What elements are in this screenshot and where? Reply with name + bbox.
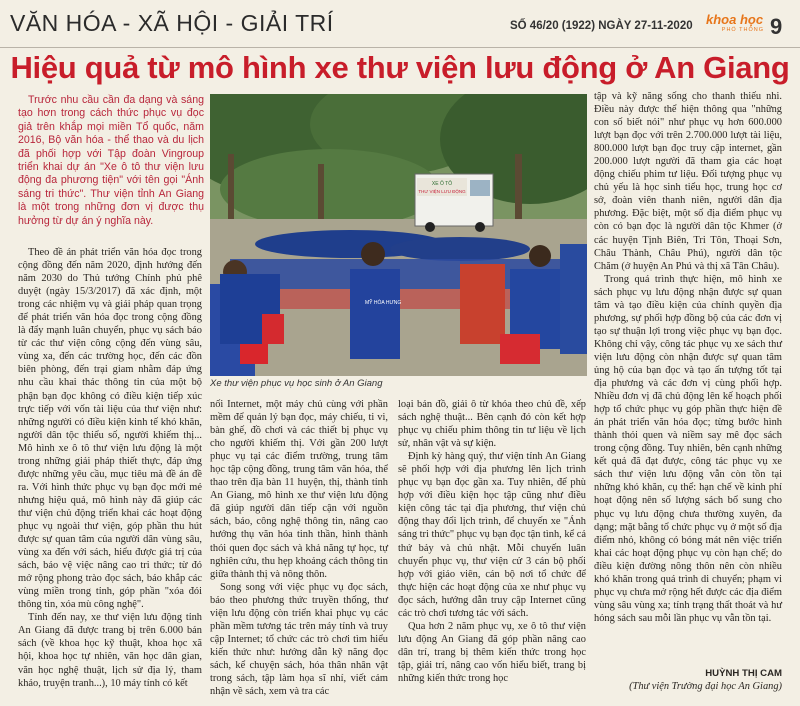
paragraph: Trong quá trình thực hiện, mô hình xe sách phục vụ lưu động nhận được sự quan tâm và tạo điều kiện của chính quyền địa phương, sự phối hợp đồng bộ của các đơn vị tạo sự thuận lợi trong việc phục vụ bạn đọc. Không chỉ vậy, công tác phục vụ xe sách thư viện lưu động còn nhận được sự quan tâm ủng hộ của bạn đọc và tạo ấn tượng tốt tại địa phương và các đơn vị cùng phối hợp. Nhiều đơn vị đã chủ động lên kế hoạch phối hợp tổ chức phục vụ góp phần thực hiện đề án phát triển văn hóa đọc; từng bước hình thành thói quen và niềm say mê đọc sách trong cộng đồng. Tuy nhiên, bên cạnh những kết quả đã đạt được, công tác phục vụ xe sách thư viện lưu động vẫn còn tồn tại những khó khăn, cụ thể: hạn chế về kinh phí hoạt động nên số lượng sách bổ sung cho phục vụ lưu động chưa thường xuyên, đa dạng; mặt bằng tổ chức phục vụ ở một số địa điểm nhỏ, không có bóng mát nên việc triển khai các hoạt động phục vụ còn hạn chế; do điều kiện đường nông thôn nên còn nhiều khó khăn trong quá trình di chuyển; phạm vi phục vụ chưa mở rộng hết được các địa điểm vùng sâu vùng xa; tính trạng thất thoát và hư hỏng sách sau mỗi lần phục vụ vẫn tồn tại. bbox=[594, 273, 782, 624]
column-3 bbox=[398, 398, 586, 685]
library-bus bbox=[415, 174, 493, 232]
paragraph: Định kỳ hàng quý, thư viện tỉnh An Giang sẽ phối hợp với địa phương lên lịch trình phục vụ bạn đọc gần xa. Tuy nhiên, để phù hợp với điều kiện học tập cũng như điều kiện công tác tại địa phương, thư viện chủ động thay đổi lịch trình, để chuyến xe "Ánh sáng tri thức" phục vụ bạn đọc tận tình, kể cả thứ bảy và chủ nhật. Mỗi chuyến luân chuyển phục vụ, thư viện cử 3 cán bộ phối hợp với giáo viên, cán bộ nơi tổ chức để thực hiện các hoạt động của xe như phục vụ đọc sách, hướng dẫn truy cập Internet cũng các trò chơi tương tác với sách. bbox=[398, 451, 586, 619]
photo-caption: Xe thư viện phục vụ học sinh ở An Giang bbox=[210, 378, 383, 389]
paragraph: Tính đến nay, xe thư viện lưu động tỉnh An Giang đã được trang bị trên 6.000 bản sách (về khoa học kỹ thuật, khoa học xã hội, khoa học tự nhiên, văn học dân gian, văn học nghệ thuật, lịch sử địa lý, tham khảo, truyện tranh...), 10 máy tính có kết bbox=[18, 612, 202, 689]
photo-illustration bbox=[210, 94, 587, 376]
article-photo bbox=[210, 94, 587, 376]
page-number: 9 bbox=[770, 14, 783, 39]
bus-sign-line1: XE Ô TÔ bbox=[431, 181, 453, 187]
sapo-text: Trước nhu cầu cần đa dạng và sáng tạo hơn trong cách thức phục vụ đọc giả trên khắp mọi miền Tổ quốc, năm 2016, Bộ văn hóa - thể thao và du lịch đã phối hợp với Tập đoàn Vingroup triển khai dự án "Xe ô tô thư viện lưu động đa phương tiện" với tên gọi "Ánh sáng tri thức". Thư viện tỉnh An Giang là một trong những đơn vị được thụ hưởng từ dự án ý nghĩa này. bbox=[18, 94, 204, 227]
column-2 bbox=[210, 398, 388, 698]
author-name: HUỲNH THỊ CAM bbox=[705, 668, 782, 679]
paragraph: tập và kỹ năng sống cho thanh thiếu nhi. Điều này được thể hiện thông qua "những con số biết nói" như phục vụ hơn 600.000 lượt bạn đọc với trên 2.700.000 lượt tài liệu, 800.000 lượt bạn đọc truy cập internet, gần 200.000 lượt người đã tham gia các hoạt động chiếu phim tư liệu. Đối tượng phục vụ chủ yếu là học sinh tiểu học, trung học cơ sở, đoàn viên thanh niên, người dân địa phương. Đặc biệt, một số địa điểm phục vụ còn có bạn đọc là người dân tộc Khmer (ở các huyện Tịnh Biên, Tri Tôn, Thoại Sơn, Châu Thành, Châu Phú), người dân tộc Chăm (ở huyện An Phú và thị xã Tân Châu). bbox=[594, 91, 782, 272]
article-sapo bbox=[18, 94, 204, 228]
page-header bbox=[0, 0, 800, 48]
author-role: (Thư viện Trường đại học An Giang) bbox=[629, 680, 782, 692]
byline bbox=[594, 668, 782, 693]
section-label: VĂN HÓA - XÃ HỘI - GIẢI TRÍ bbox=[10, 10, 334, 36]
chair-label: MỸ HÒA HƯNG bbox=[365, 300, 402, 306]
column-1 bbox=[18, 246, 202, 690]
paragraph: Theo đề án phát triển văn hóa đọc trong cộng đồng đến năm 2020, định hướng đến năm 2030 do Thủ tướng Chính phủ phê duyệt (ngày 15/3/2017) đã xác định, một trong các nhiệm vụ và giải pháp quan trọng để phát triển văn hóa đọc trong cộng đồng là đẩy mạnh luân chuyển, phục vụ sách báo từ các thư viện công cộng đến vùng sâu, vùng xa, đến các trường học, đến các đồn biên phòng, đến trại giam nhằm đáp ứng nhu cầu khai thác thông tin của một bộ phận bạn đọc không có điều kiện tiếp xúc trực tiếp với vốn tài liệu của thư viện như: những người có điều kiện kinh tế khó khăn, người dân tộc thiểu số, người khiếm thị... Mô hình xe ô tô thư viện lưu động là một trong những giải pháp thiết thực, đáp ứng được những yêu cầu, mục tiêu mà đề án đề ra. Với hình thức phục vụ bạn đọc mới mẻ nhưng hiệu quả, mô hình này đã giúp các thư viện chủ động triển khai các hoạt động phục vụ ngoài thư viện, góp phần thu hút được sự quan tâm của người dân vùng sâu, vùng xa đến với sách, hiểu được giá trị của sách, bảo vệ việc nâng cao tri thức; từ đó mở rộng phong trào đọc sách, báo khắp các vùng miền trong tỉnh, góp phần "xóa đói thông tin, xóa mù công nghệ". bbox=[18, 247, 202, 611]
bus-sign-line2: THƯ VIỆN LƯU ĐỘNG bbox=[418, 189, 466, 194]
article-headline: Hiệu quả từ mô hình xe thư viện lưu động ở An Giang bbox=[10, 50, 790, 85]
logo-text: khoa học bbox=[706, 12, 764, 27]
publication-logo bbox=[706, 13, 764, 43]
paragraph: loại bản đồ, giải ô từ khóa theo chủ đề, xếp sách nghệ thuật... Bên cạnh đó còn kết hợp phục vụ chiếu phim thông tin tư liệu về lịch sử, nhân vật và sự kiện. bbox=[398, 399, 586, 450]
paragraph: Qua hơn 2 năm phục vụ, xe ô tô thư viện lưu động An Giang đã góp phần nâng cao dân trí, trang bị thêm kiến thức trong học tập, giải trí, nâng cao vốn hiểu biết, trang bị những kiến thức trong học bbox=[398, 620, 586, 684]
paragraph: Song song với việc phục vụ đọc sách, báo theo phương thức truyền thống, thư viện lưu động còn triển khai phục vụ các phần mềm tương tác trên máy tính và truy cập Internet; tổ chức các trò chơi tìm hiểu kiến thức như: hướng dẫn kỹ năng đọc sách, kể chuyện sách, hóa thân nhân vật trong sách, tập làm họa sĩ nhí, viết cảm nhận về sách, xem và tra các bbox=[210, 581, 388, 698]
logo-subtext: PHỔ THÔNG bbox=[721, 27, 764, 33]
paragraph: nối Internet, một máy chủ cùng với phần mềm để quản lý bạn đọc, máy chiếu, ti vi, bàn ghế, đồ chơi và các thiết bị phục vụ cho người khiếm thị. Với gần 200 lượt phục vụ tại các điểm trường, trung tâm học tập cộng đồng, trung tâm văn hóa, thể thao trên địa bàn 11 huyện, thị, thành tỉnh An Giang, mô hình xe thư viện lưu động đã giúp người dân tiếp cận với nguồn sách, báo, công nghệ thông tin, nâng cao hướng thụ văn hóa tinh thần, hình thành thói quen đọc sách và khả năng tự học, tự nghiên cứu, thu hẹp khoảng cách thông tin giữa thành thị và nông thôn. bbox=[210, 399, 388, 580]
column-4 bbox=[594, 90, 782, 625]
issue-info: SỐ 46/20 (1922) NGÀY 27-11-2020 bbox=[510, 20, 693, 32]
